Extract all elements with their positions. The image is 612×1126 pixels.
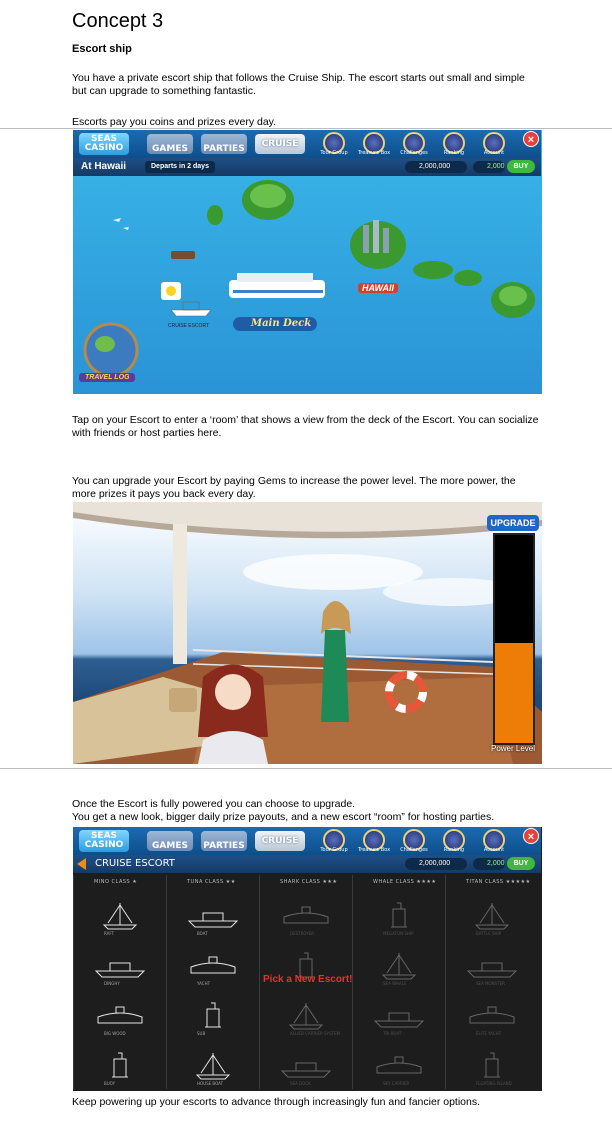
section-heading: Escort ship: [72, 43, 132, 55]
escort-class-title: TUNA CLASS ★★: [187, 879, 236, 885]
escort-ship-label: SEA DOCK: [290, 1081, 311, 1086]
power-level-label: Power Level: [490, 744, 536, 753]
escort-ship-sketch: [276, 999, 336, 1031]
tour-group-label: Tour Group: [320, 847, 348, 853]
location-title: At Hawaii: [81, 161, 127, 172]
account-label: Account: [483, 150, 505, 156]
escort-ship-sketch: [462, 899, 522, 931]
pick-new-escort-prompt: Pick a New Escort!: [263, 974, 353, 985]
coin-balance: 2,000,000: [405, 161, 467, 173]
escort-ship-label: SUB: [197, 1031, 206, 1036]
escort-ship-label: HOUSE BOAT: [197, 1081, 224, 1086]
escort-class-column: [352, 875, 445, 1089]
game-top-bar: [73, 130, 541, 158]
paragraph-closing: Keep powering up your escorts to advance through increasingly fun and fancier options.: [72, 1096, 481, 1108]
escort-ship-label: BUOY: [104, 1081, 116, 1086]
divider: [0, 128, 612, 129]
game-top-bar: [73, 827, 541, 855]
escort-class-title: TITAN CLASS ★★★★★: [466, 879, 531, 885]
escort-ship-sketch[interactable]: [183, 949, 243, 981]
escort-ship-sketch[interactable]: [183, 1049, 243, 1081]
paragraph-full-power: Once the Escort is fully powered you can choose to upgrade.: [72, 798, 356, 810]
challenges-label: Challenges: [400, 847, 428, 853]
escort-ship-sketch: [276, 1049, 336, 1081]
escort-ship-sketch[interactable]: [90, 1049, 150, 1081]
escort-class-column: [445, 875, 538, 1089]
tab-cruise[interactable]: CRUISE: [255, 134, 305, 154]
main-deck-button[interactable]: Main Deck: [233, 317, 317, 331]
paragraph-intro: You have a private escort ship that follows the Cruise Ship. The escort starts out small and simple but can upgrade to something fantastic.: [72, 72, 525, 97]
tab-cruise[interactable]: CRUISE: [255, 831, 305, 851]
tab-parties[interactable]: PARTIES: [201, 134, 247, 154]
escort-ship-label: SEA WHALE: [383, 981, 407, 986]
close-icon[interactable]: ×: [523, 131, 539, 147]
tab-parties[interactable]: PARTIES: [201, 831, 247, 851]
challenges-label: Challenges: [400, 150, 428, 156]
escort-ship-sketch[interactable]: [183, 899, 243, 931]
escort-class-title: WHALE CLASS ★★★★: [373, 879, 437, 885]
escort-deck-screenshot: [73, 502, 542, 764]
escort-ship-sketch: [462, 999, 522, 1031]
escort-ship-sketch: [369, 949, 429, 981]
escort-ship-label: BATTLE SHIP: [476, 931, 502, 936]
tour-group-label: Tour Group: [320, 150, 348, 156]
escort-ship-label: DINGHY: [104, 981, 120, 986]
escort-ship-label: RAFT: [104, 931, 115, 936]
escort-class-title: MINO CLASS ★: [94, 879, 138, 885]
power-level-fill: [495, 643, 533, 743]
escort-ship-sketch: [369, 899, 429, 931]
escort-ship-label: ALLIED CARRIER SYSTEM: [290, 1031, 341, 1036]
back-arrow-icon[interactable]: [77, 858, 86, 870]
escort-screen-title: CRUISE ESCORT: [95, 858, 175, 869]
escort-class-title: SHARK CLASS ★★★: [280, 879, 338, 885]
escort-label: CRUISE ESCORT: [168, 323, 210, 329]
escort-header-bar: [73, 855, 541, 873]
escort-ship-sketch: [369, 1049, 429, 1081]
paragraph-room: Tap on your Escort to enter a ‘room’ that shows a view from the deck of the Escort. You can socialize with friends or host parties here.: [72, 414, 539, 439]
escort-ship-sketch[interactable]: [90, 949, 150, 981]
ranking-label: Ranking: [443, 847, 465, 853]
tab-games[interactable]: GAMES: [147, 134, 193, 154]
paragraph-upgrade: You can upgrade your Escort by paying Gems to increase the power level. The more power, the more prizes it pays you back every day.: [72, 475, 516, 500]
page-title: Concept 3: [72, 10, 164, 32]
upgrade-button[interactable]: UPGRADE: [487, 515, 539, 531]
escort-ship-label: BIG WOOD: [104, 1031, 126, 1036]
buy-button[interactable]: BUY: [507, 857, 535, 870]
gem-balance: 2,000: [473, 161, 505, 173]
game-logo: SEAS CASINO: [79, 133, 129, 155]
escort-ship-label: ELITE YACHT: [476, 1031, 502, 1036]
travel-log-button[interactable]: TRAVEL LOG: [79, 373, 135, 382]
coin-balance: 2,000,000: [405, 858, 467, 870]
buy-button[interactable]: BUY: [507, 160, 535, 173]
escort-class-column: [73, 875, 166, 1089]
paragraph-payouts: Escorts pay you coins and prizes every day.: [72, 116, 277, 128]
escort-ship-label: YACHT: [197, 981, 211, 986]
tab-games[interactable]: GAMES: [147, 831, 193, 851]
paragraph-new-look: You get a new look, bigger daily prize payouts, and a new escort “room” for hosting parties.: [72, 811, 495, 823]
cruise-map-screenshot: [73, 130, 542, 394]
escort-class-column: [166, 875, 259, 1089]
escort-ship-label: SKY CARRIER: [383, 1081, 410, 1086]
deck-scene-art: [73, 502, 542, 764]
ranking-label: Ranking: [443, 150, 465, 156]
escort-ship-sketch[interactable]: [183, 999, 243, 1031]
hawaii-label[interactable]: HAWAII: [358, 283, 398, 293]
treasure-box-label: Treasure Box: [357, 847, 391, 853]
power-level-bar: [493, 533, 535, 745]
escort-ship-sketch: [276, 899, 336, 931]
divider: [0, 768, 612, 769]
gem-balance: 2,000: [473, 858, 505, 870]
escort-ship-sketch: [369, 999, 429, 1031]
escort-ship-label: TRI-BOAT: [383, 1031, 402, 1036]
escort-ship-sketch[interactable]: [90, 999, 150, 1031]
escort-ship-sketch[interactable]: [90, 899, 150, 931]
game-logo: SEAS CASINO: [79, 830, 129, 852]
account-label: Account: [483, 847, 505, 853]
close-icon[interactable]: ×: [523, 828, 539, 844]
location-bar: [73, 158, 541, 176]
escort-ship-label: FLOATING ISLAND: [476, 1081, 512, 1086]
escort-ship-label: BOAT: [197, 931, 208, 936]
escort-ship-sketch: [462, 949, 522, 981]
escort-picker-screenshot: [73, 827, 542, 1091]
departs-badge: Departs in 2 days: [145, 161, 215, 173]
escort-ship-sketch: [462, 1049, 522, 1081]
escort-ship-label: DESTROYER: [290, 931, 315, 936]
escort-ship-label: MEGATON SHIP: [383, 931, 414, 936]
escort-ship-label: SEA MONSTER: [476, 981, 505, 986]
treasure-box-label: Treasure Box: [357, 150, 391, 156]
